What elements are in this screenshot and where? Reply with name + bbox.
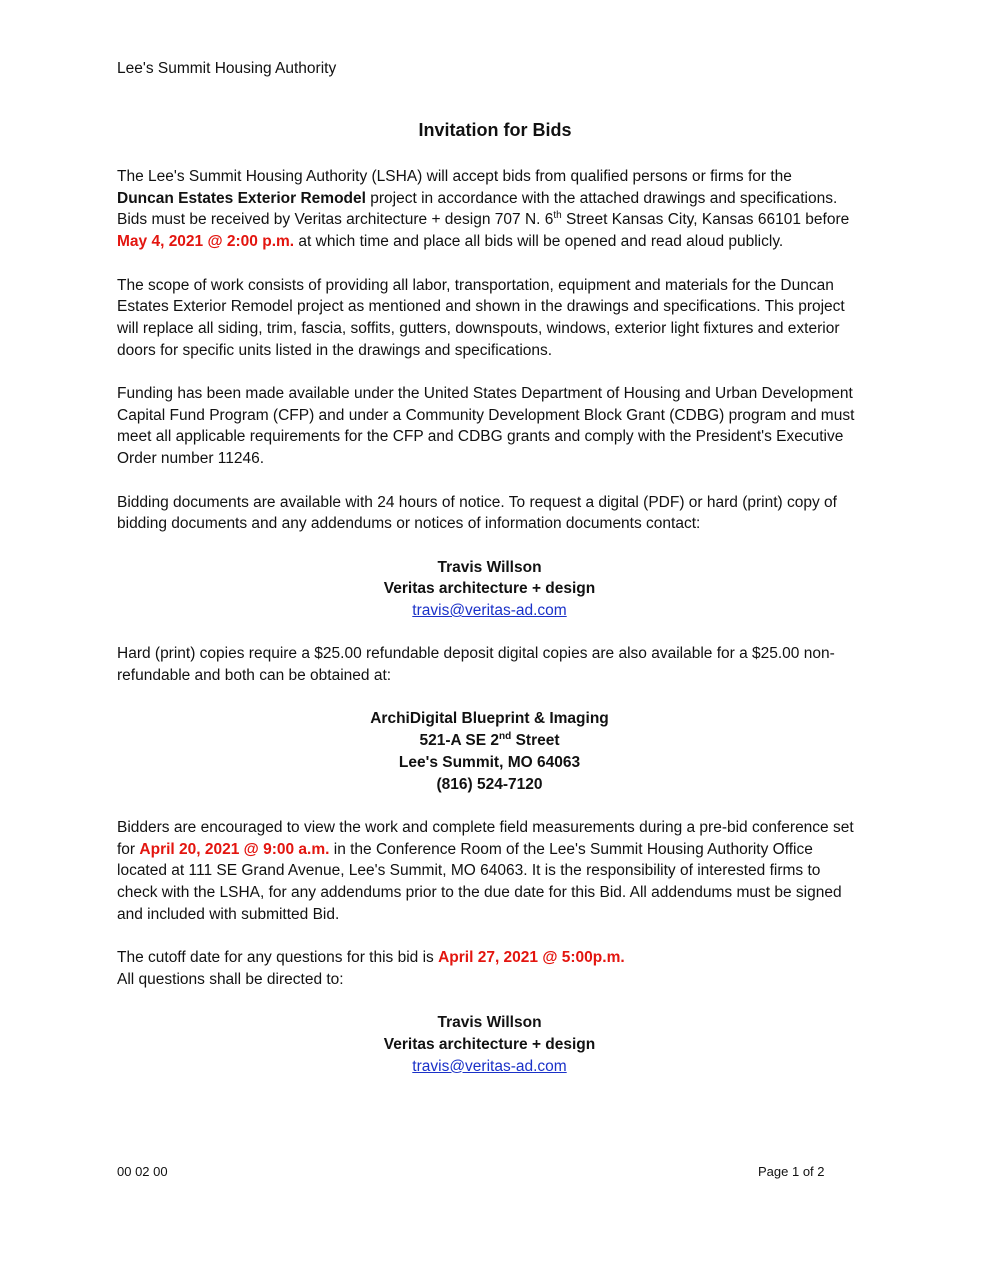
bid-deadline: May 4, 2021 @ 2:00 p.m. — [117, 233, 295, 251]
vendor-street-b: Street — [511, 732, 560, 750]
contact-name: Travis Willson — [437, 558, 542, 576]
intro-text-b: project in accordance with the attached drawings and specifications. Bids must be received by Veritas architecture + design 707 N. 6 — [117, 189, 838, 229]
vendor-phone: (816) 524-7120 — [436, 775, 543, 793]
intro-sup: th — [553, 210, 562, 222]
contact-block-2 — [117, 1012, 862, 1077]
paragraph-copies: Hard (print) copies require a $25.00 refundable deposit digital copies are also available for a $25.00 non-refundable and both can be obtained at: — [117, 645, 835, 685]
vendor-street — [117, 730, 862, 752]
intro-text-a: The Lee's Summit Housing Authority (LSHA) will accept bids from qualified persons or firms for the — [117, 168, 792, 185]
contact-email-link[interactable]: travis@veritas-ad.com — [412, 602, 567, 619]
page-title: Invitation for Bids — [418, 120, 572, 140]
vendor-block — [117, 708, 862, 795]
contact-company: Veritas architecture + design — [383, 580, 596, 598]
contact-name: Travis Willson — [437, 1014, 542, 1032]
vendor-street-sup: nd — [499, 731, 512, 743]
contact-email-link[interactable]: travis@veritas-ad.com — [412, 1057, 567, 1075]
cutoff-date: April 27, 2021 @ 5:00p.m. — [438, 949, 625, 967]
intro-text-d: at which time and place all bids will be opened and read aloud publicly. — [294, 233, 784, 251]
vendor-street-a: 521-A SE 2 — [419, 732, 500, 750]
vendor-city: Lee's Summit, MO 64063 — [398, 753, 581, 771]
contact-block-1 — [117, 557, 862, 622]
paragraph-intro — [117, 166, 862, 253]
document-body — [117, 166, 862, 1099]
vendor-name: ArchiDigital Blueprint & Imaging — [370, 710, 609, 728]
prebid-text-a: Bidders are encouraged to view the work and complete field measurements during a pre-bid conference set for — [117, 818, 854, 858]
prebid-date: April 20, 2021 @ 9:00 a.m. — [139, 840, 330, 858]
organization-header: Lee's Summit Housing Authority — [117, 60, 337, 77]
cutoff-text-a: The cutoff date for any questions for this bid is — [117, 949, 439, 967]
prebid-text-b: in the Conference Room of the Lee's Summit Housing Authority Office located at 111 SE Grand Avenue, Lee's Summit, MO 64063. It is the responsibility of interested firms to check with the LSHA, for any addendums prior to the due date for this Bid. All addendums must be signed and included with submitted Bid. — [117, 840, 842, 923]
paragraph-prebid — [117, 817, 862, 926]
paragraph-scope: The scope of work consists of providing all labor, transportation, equipment and materials for the Duncan Estates Exterior Remodel project as mentioned and shown in the drawings and specifications. This project will replace all siding, trim, fascia, soffits, gutters, downspouts, windows, exterior light fixtures and exterior doors for specific units listed in the drawings and specifications. — [117, 276, 845, 359]
page-number: Page 1 of 2 — [758, 1164, 825, 1179]
paragraph-bidding-docs: Bidding documents are available with 24 hours of notice. To request a digital (PDF) or hard (print) copy of bidding documents and any addendums or notices of information documents contact: — [117, 493, 837, 533]
cutoff-text-b: All questions shall be directed to: — [117, 970, 344, 988]
intro-text-c: Street Kansas City, Kansas 66101 before — [561, 211, 850, 229]
document-number: 00 02 00 — [117, 1164, 168, 1179]
paragraph-cutoff — [117, 947, 862, 990]
paragraph-funding: Funding has been made available under the United States Department of Housing and Urban Development Capital Fund Program (CFP) and under a Community Development Block Grant (CDBG) program and must meet all applicable requirements for the CFP and CDBG grants and comply with the President's Executive Order number 11246. — [117, 385, 855, 468]
contact-company: Veritas architecture + design — [383, 1035, 596, 1053]
project-name: Duncan Estates Exterior Remodel — [117, 189, 366, 207]
